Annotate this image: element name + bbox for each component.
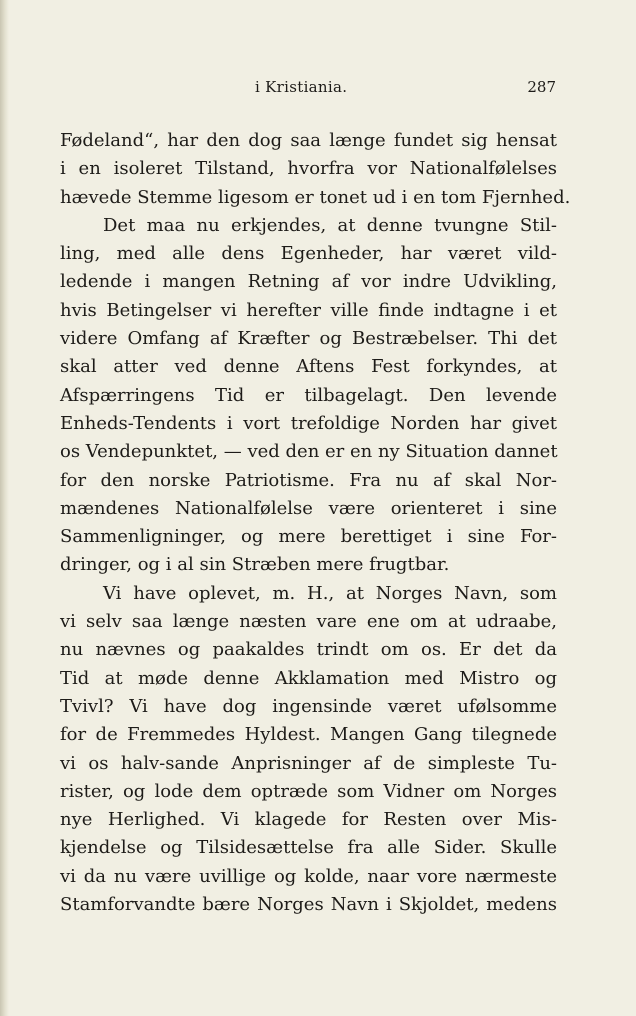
text-line: Afspærringens Tid er tilbagelagt. Den levende	[60, 384, 557, 406]
body-text	[60, 127, 571, 919]
text-line: Tvivl? Vi have dog ingensinde været ufølsomme	[60, 695, 557, 717]
text-line: for den norske Patriotisme. Fra nu af skal Nor-	[60, 469, 557, 491]
text-line: videre Omfang af Kræfter og Bestræbelser. Thi det	[60, 328, 557, 350]
text-line: dringer, og i al sin Stræben mere frugtbar.	[60, 554, 450, 576]
text-line: vi da nu være uvillige og kolde, naar vore nærmeste	[60, 865, 557, 887]
page-number: 287	[527, 78, 556, 96]
text-line: for de Fremmedes Hyldest. Mangen Gang tilegnede	[60, 724, 557, 746]
text-line: vi selv saa længe næsten vare ene om at udraabe,	[60, 611, 557, 633]
text-line: Tid at møde denne Akklamation med Mistro og	[60, 667, 557, 689]
text-line: Vi have oplevet, m. H., at Norges Navn, som	[103, 582, 557, 604]
text-line: rister, og lode dem optræde som Vidner om Norges	[60, 780, 557, 802]
text-line: Det maa nu erkjendes, at denne tvungne Stil-	[103, 214, 557, 236]
page-header	[60, 78, 556, 100]
text-line: skal atter ved denne Aftens Fest forkyndes, at	[60, 356, 557, 378]
text-line: ling, med alle dens Egenheder, har været vild-	[60, 243, 557, 265]
text-line: hævede Stemme ligesom er tonet ud i en tom Fjernhed.	[60, 186, 571, 208]
running-head: i Kristiania.	[255, 78, 348, 96]
text-line: Sammenligninger, og mere berettiget i sine For-	[60, 526, 557, 548]
text-line: nu nævnes og paakaldes trindt om os. Er det da	[60, 639, 557, 661]
text-line: os Vendepunktet, — ved den er en ny Situation dannet	[60, 441, 558, 463]
text-line: i en isoleret Tilstand, hvorfra vor Nationalfølelses	[60, 158, 557, 180]
text-line: ledende i mangen Retning af vor indre Udvikling,	[60, 271, 557, 293]
page-edge-shadow	[0, 0, 9, 1016]
text-line: mændenes Nationalfølelse være orienteret i sine	[60, 497, 557, 519]
text-line: nye Herlighed. Vi klagede for Resten over Mis-	[60, 809, 557, 831]
text-line: kjendelse og Tilsidesættelse fra alle Sider. Skulle	[60, 837, 557, 859]
text-line: Enheds-Tendents i vort trefoldige Norden har givet	[60, 412, 557, 434]
text-line: Fødeland“, har den dog saa længe fundet sig hensat	[60, 130, 557, 151]
text-line: vi os halv-sande Anprisninger af de simpleste Tu-	[60, 752, 557, 774]
text-line: hvis Betingelser vi herefter ville finde indtagne i et	[60, 299, 557, 321]
text-line: Stamforvandte bære Norges Navn i Skjoldet, medens	[60, 894, 557, 916]
